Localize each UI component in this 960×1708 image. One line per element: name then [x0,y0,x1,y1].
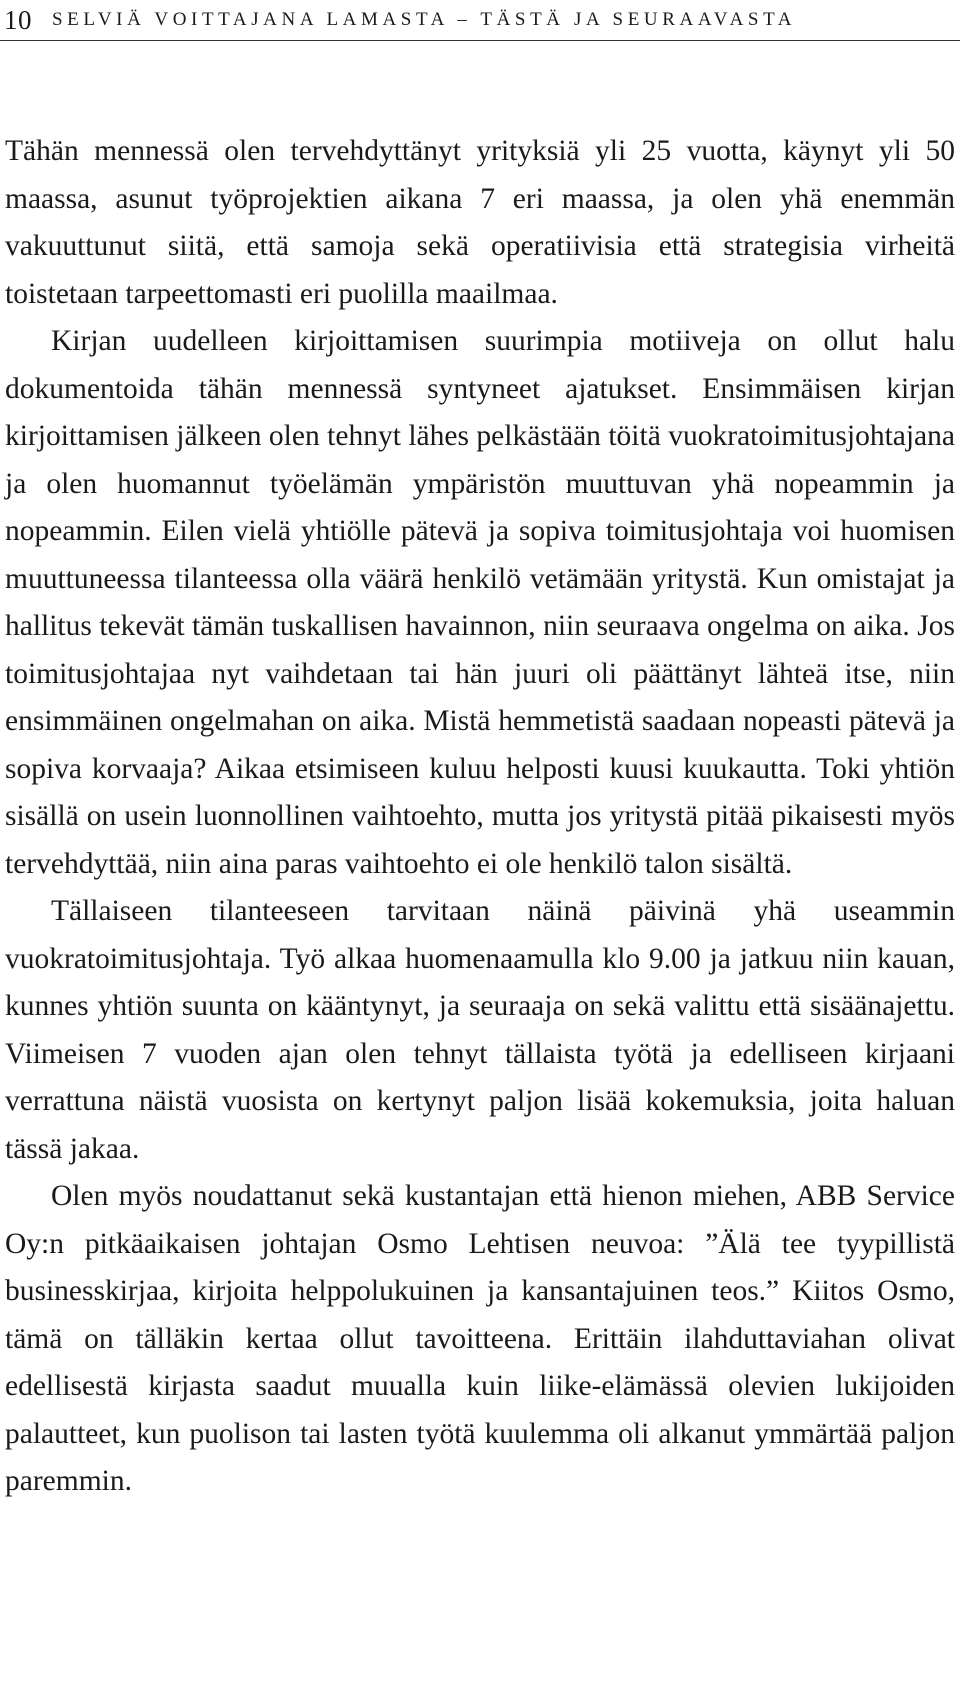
header-rule [0,40,960,41]
paragraph-4: Olen myös noudattanut sekä kustantajan että hienon miehen, ABB Service Oy:n pitkäaikaisen johtajan Osmo Lehtisen neuvoa: ”Älä tee tyypillistä businesskirjaa, kirjoita helppolukuinen ja kansantajuinen teos.” Kiitos Osmo, tämä on tälläkin kertaa ollut tavoitteena. Erittäin ilahduttaviahan olivat edellisestä kirjasta saadut muualla kuin liike-elämässä olevien lukijoiden palautteet, kun puolison tai lasten työtä kuulemma oli alkanut ymmärtää paljon paremmin. [5,1180,955,1497]
body-text [5,128,955,1506]
paragraph-1: Tähän mennessä olen tervehdyttänyt yrityksiä yli 25 vuotta, käynyt yli 50 maassa, asunut työprojektien aikana 7 eri maassa, ja olen yhä enemmän vakuuttunut siitä, että samoja sekä operatiivisia että strategisia virheitä toistetaan tarpeettomasti eri puolilla maailmaa. [5,135,955,310]
page-number: 10 [4,4,32,35]
paragraph-3: Tällaiseen tilanteeseen tarvitaan näinä päivinä yhä useammin vuokratoimitusjohtaja. Työ alkaa huomenaamulla klo 9.00 ja jatkuu niin kauan, kunnes yhtiön suunta on kääntynyt, ja seuraaja on sekä valittu että sisäänajettu. Viimeisen 7 vuoden ajan olen tehnyt tällaista työtä ja edelliseen kirjaani verrattuna näistä vuosista on kertynyt paljon lisää kokemuksia, joita haluan tässä jakaa. [5,895,955,1165]
running-head [4,0,960,40]
paragraph-2: Kirjan uudelleen kirjoittamisen suurimpia motiiveja on ollut halu dokumentoida tähän mennessä syntyneet ajatukset. Ensimmäisen kirjan kirjoittamisen jälkeen olen tehnyt lähes pelkästään töitä vuokratoimitusjohtajana ja olen huomannut työelämän ympäristön muuttuvan yhä nopeammin ja nopeammin. Eilen vielä yhtiölle pätevä ja sopiva toimitusjohtaja voi huomisen muuttuneessa tilanteessa olla väärä henkilö vetämään yritystä. Kun omistajat ja hallitus tekevät tämän tuskallisen havainnon, niin seuraava ongelma on aika. Jos toimitusjohtajaa nyt vaihdetaan tai hän juuri oli päättänyt lähteä itse, niin ensimmäinen ongelmahan on aika. Mistä hemmetistä saadaan nopeasti pätevä ja sopiva korvaaja? Aikaa etsimiseen kuluu helposti kuusi kuukautta. Toki yhtiön sisällä on usein luonnollinen vaihtoehto, mutta jos yritystä pitää pikaisesti myös tervehdyttää, niin aina paras vaihtoehto ei ole henkilö talon sisältä. [5,325,955,880]
running-title: SELVIÄ VOITTAJANA LAMASTA – TÄSTÄ JA SEURAAVASTA [52,9,797,30]
